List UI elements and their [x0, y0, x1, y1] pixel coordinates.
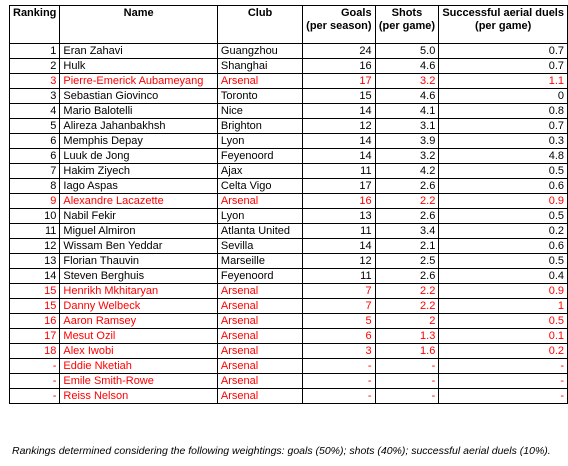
- table-row: [10, 194, 568, 209]
- cell-player-name: Henrikh Mkhitaryan: [60, 284, 218, 299]
- cell-aerial-duels: 0.9: [439, 284, 568, 299]
- cell-club: Arsenal: [217, 284, 302, 299]
- cell-shots: -: [375, 359, 439, 374]
- cell-club: Arsenal: [217, 389, 302, 404]
- cell-goals: 12: [303, 254, 375, 269]
- cell-goals: 14: [303, 239, 375, 254]
- cell-shots: 3.2: [375, 74, 439, 89]
- cell-ranking: 4: [10, 104, 60, 119]
- cell-shots: 3.4: [375, 224, 439, 239]
- cell-shots: 3.2: [375, 149, 439, 164]
- cell-ranking: 13: [10, 254, 60, 269]
- table-row: [10, 179, 568, 194]
- cell-club: Lyon: [217, 134, 302, 149]
- cell-club: Celta Vigo: [217, 179, 302, 194]
- cell-ranking: 3: [10, 74, 60, 89]
- cell-shots: 2.2: [375, 299, 439, 314]
- cell-goals: 7: [303, 284, 375, 299]
- header-shots: Shots (per game): [375, 6, 439, 44]
- cell-club: Arsenal: [217, 194, 302, 209]
- cell-goals: 16: [303, 59, 375, 74]
- cell-player-name: Sebastian Giovinco: [60, 89, 218, 104]
- cell-club: Shanghai: [217, 59, 302, 74]
- cell-ranking: 17: [10, 329, 60, 344]
- cell-goals: 24: [303, 44, 375, 59]
- cell-ranking: 18: [10, 344, 60, 359]
- cell-aerial-duels: 0.8: [439, 104, 568, 119]
- cell-club: Toronto: [217, 89, 302, 104]
- cell-player-name: Aaron Ramsey: [60, 314, 218, 329]
- cell-club: Guangzhou: [217, 44, 302, 59]
- cell-ranking: 6: [10, 134, 60, 149]
- table-row: [10, 359, 568, 374]
- table-row: [10, 74, 568, 89]
- cell-shots: 2.1: [375, 239, 439, 254]
- cell-shots: 1.6: [375, 344, 439, 359]
- cell-aerial-duels: -: [439, 389, 568, 404]
- cell-player-name: Reiss Nelson: [60, 389, 218, 404]
- cell-club: Arsenal: [217, 359, 302, 374]
- cell-shots: 4.1: [375, 104, 439, 119]
- cell-ranking: -: [10, 374, 60, 389]
- cell-aerial-duels: -: [439, 359, 568, 374]
- cell-player-name: Danny Welbeck: [60, 299, 218, 314]
- cell-player-name: Wissam Ben Yeddar: [60, 239, 218, 254]
- cell-club: Arsenal: [217, 329, 302, 344]
- cell-ranking: 8: [10, 179, 60, 194]
- cell-player-name: Hakim Ziyech: [60, 164, 218, 179]
- cell-shots: 4.6: [375, 89, 439, 104]
- cell-shots: -: [375, 389, 439, 404]
- cell-aerial-duels: 0.1: [439, 329, 568, 344]
- cell-shots: 2.2: [375, 284, 439, 299]
- header-club: Club: [217, 6, 302, 44]
- table-row: [10, 59, 568, 74]
- cell-goals: 3: [303, 344, 375, 359]
- cell-shots: 4.6: [375, 59, 439, 74]
- cell-goals: 15: [303, 89, 375, 104]
- cell-club: Brighton: [217, 119, 302, 134]
- cell-goals: 14: [303, 149, 375, 164]
- cell-ranking: 15: [10, 284, 60, 299]
- table-body: [10, 44, 568, 404]
- cell-club: Sevilla: [217, 239, 302, 254]
- cell-shots: 2.6: [375, 209, 439, 224]
- cell-goals: 7: [303, 299, 375, 314]
- cell-goals: 13: [303, 209, 375, 224]
- cell-player-name: Florian Thauvin: [60, 254, 218, 269]
- table-row: [10, 209, 568, 224]
- cell-player-name: Alireza Jahanbakhsh: [60, 119, 218, 134]
- table-row: [10, 389, 568, 404]
- cell-aerial-duels: 0.2: [439, 224, 568, 239]
- cell-goals: 16: [303, 194, 375, 209]
- cell-goals: 17: [303, 179, 375, 194]
- cell-aerial-duels: 1: [439, 299, 568, 314]
- table-row: [10, 239, 568, 254]
- cell-ranking: 16: [10, 314, 60, 329]
- header-name: Name: [60, 6, 218, 44]
- cell-aerial-duels: 0.6: [439, 239, 568, 254]
- cell-aerial-duels: 0.7: [439, 119, 568, 134]
- cell-goals: 5: [303, 314, 375, 329]
- table-row: [10, 104, 568, 119]
- cell-goals: 6: [303, 329, 375, 344]
- cell-player-name: Emile Smith-Rowe: [60, 374, 218, 389]
- cell-goals: 17: [303, 74, 375, 89]
- header-goals: Goals (per season): [303, 6, 375, 44]
- cell-shots: 2.6: [375, 179, 439, 194]
- cell-ranking: -: [10, 359, 60, 374]
- table-row: [10, 89, 568, 104]
- cell-aerial-duels: 0.5: [439, 254, 568, 269]
- cell-ranking: 10: [10, 209, 60, 224]
- cell-club: Feyenoord: [217, 269, 302, 284]
- cell-ranking: 11: [10, 224, 60, 239]
- table-row: [10, 374, 568, 389]
- cell-goals: 14: [303, 104, 375, 119]
- cell-player-name: Alexandre Lacazette: [60, 194, 218, 209]
- cell-aerial-duels: 0.5: [439, 209, 568, 224]
- cell-goals: 11: [303, 269, 375, 284]
- cell-aerial-duels: -: [439, 374, 568, 389]
- table-row: [10, 164, 568, 179]
- cell-player-name: Luuk de Jong: [60, 149, 218, 164]
- table-row: [10, 119, 568, 134]
- cell-player-name: Iago Aspas: [60, 179, 218, 194]
- cell-shots: 1.3: [375, 329, 439, 344]
- table-row: [10, 299, 568, 314]
- cell-shots: 2.2: [375, 194, 439, 209]
- cell-shots: 3.9: [375, 134, 439, 149]
- cell-goals: -: [303, 374, 375, 389]
- cell-club: Nice: [217, 104, 302, 119]
- cell-ranking: 6: [10, 149, 60, 164]
- cell-aerial-duels: 4.8: [439, 149, 568, 164]
- cell-ranking: 7: [10, 164, 60, 179]
- cell-ranking: 5: [10, 119, 60, 134]
- table-row: [10, 269, 568, 284]
- cell-ranking: 9: [10, 194, 60, 209]
- header-aerial-duels: Successful aerial duels (per game): [439, 6, 568, 44]
- cell-ranking: 12: [10, 239, 60, 254]
- cell-club: Arsenal: [217, 314, 302, 329]
- cell-club: Arsenal: [217, 299, 302, 314]
- cell-player-name: Eddie Nketiah: [60, 359, 218, 374]
- cell-ranking: 15: [10, 299, 60, 314]
- cell-shots: -: [375, 374, 439, 389]
- table-row: [10, 224, 568, 239]
- cell-aerial-duels: 0.4: [439, 269, 568, 284]
- table-row: [10, 254, 568, 269]
- cell-shots: 2: [375, 314, 439, 329]
- cell-aerial-duels: 0.7: [439, 59, 568, 74]
- cell-aerial-duels: 0: [439, 89, 568, 104]
- cell-ranking: 3: [10, 89, 60, 104]
- rankings-table-container: [9, 5, 568, 404]
- cell-aerial-duels: 0.3: [439, 134, 568, 149]
- table-row: [10, 329, 568, 344]
- cell-club: Arsenal: [217, 344, 302, 359]
- cell-club: Ajax: [217, 164, 302, 179]
- cell-ranking: 14: [10, 269, 60, 284]
- cell-shots: 2.5: [375, 254, 439, 269]
- cell-goals: 12: [303, 119, 375, 134]
- table-row: [10, 44, 568, 59]
- cell-shots: 2.6: [375, 269, 439, 284]
- cell-player-name: Miguel Almiron: [60, 224, 218, 239]
- cell-player-name: Hulk: [60, 59, 218, 74]
- rankings-table: [9, 5, 568, 404]
- cell-shots: 5.0: [375, 44, 439, 59]
- cell-ranking: -: [10, 389, 60, 404]
- table-row: [10, 149, 568, 164]
- cell-goals: 11: [303, 164, 375, 179]
- cell-club: Atlanta United: [217, 224, 302, 239]
- header-ranking: Ranking: [10, 6, 60, 44]
- cell-player-name: Mario Balotelli: [60, 104, 218, 119]
- cell-player-name: Nabil Fekir: [60, 209, 218, 224]
- cell-player-name: Pierre-Emerick Aubameyang: [60, 74, 218, 89]
- table-row: [10, 344, 568, 359]
- cell-player-name: Memphis Depay: [60, 134, 218, 149]
- cell-player-name: Mesut Ozil: [60, 329, 218, 344]
- table-row: [10, 134, 568, 149]
- cell-aerial-duels: 0.2: [439, 344, 568, 359]
- cell-shots: 3.1: [375, 119, 439, 134]
- cell-aerial-duels: 0.7: [439, 44, 568, 59]
- cell-club: Feyenoord: [217, 149, 302, 164]
- table-row: [10, 314, 568, 329]
- cell-goals: 14: [303, 134, 375, 149]
- cell-player-name: Alex Iwobi: [60, 344, 218, 359]
- cell-aerial-duels: 0.6: [439, 179, 568, 194]
- cell-club: Marseille: [217, 254, 302, 269]
- cell-club: Arsenal: [217, 374, 302, 389]
- cell-aerial-duels: 0.5: [439, 314, 568, 329]
- cell-club: Lyon: [217, 209, 302, 224]
- cell-aerial-duels: 1.1: [439, 74, 568, 89]
- cell-player-name: Steven Berghuis: [60, 269, 218, 284]
- cell-shots: 4.2: [375, 164, 439, 179]
- cell-player-name: Eran Zahavi: [60, 44, 218, 59]
- cell-ranking: 1: [10, 44, 60, 59]
- cell-ranking: 2: [10, 59, 60, 74]
- cell-club: Arsenal: [217, 74, 302, 89]
- table-row: [10, 284, 568, 299]
- cell-goals: -: [303, 359, 375, 374]
- cell-goals: 11: [303, 224, 375, 239]
- cell-aerial-duels: 0.5: [439, 164, 568, 179]
- header-row: [10, 6, 568, 44]
- cell-goals: -: [303, 389, 375, 404]
- cell-aerial-duels: 0.9: [439, 194, 568, 209]
- footnote: Rankings determined considering the following weightings: goals (50%); shots (40%); successful aerial duels (10%).: [12, 445, 551, 457]
